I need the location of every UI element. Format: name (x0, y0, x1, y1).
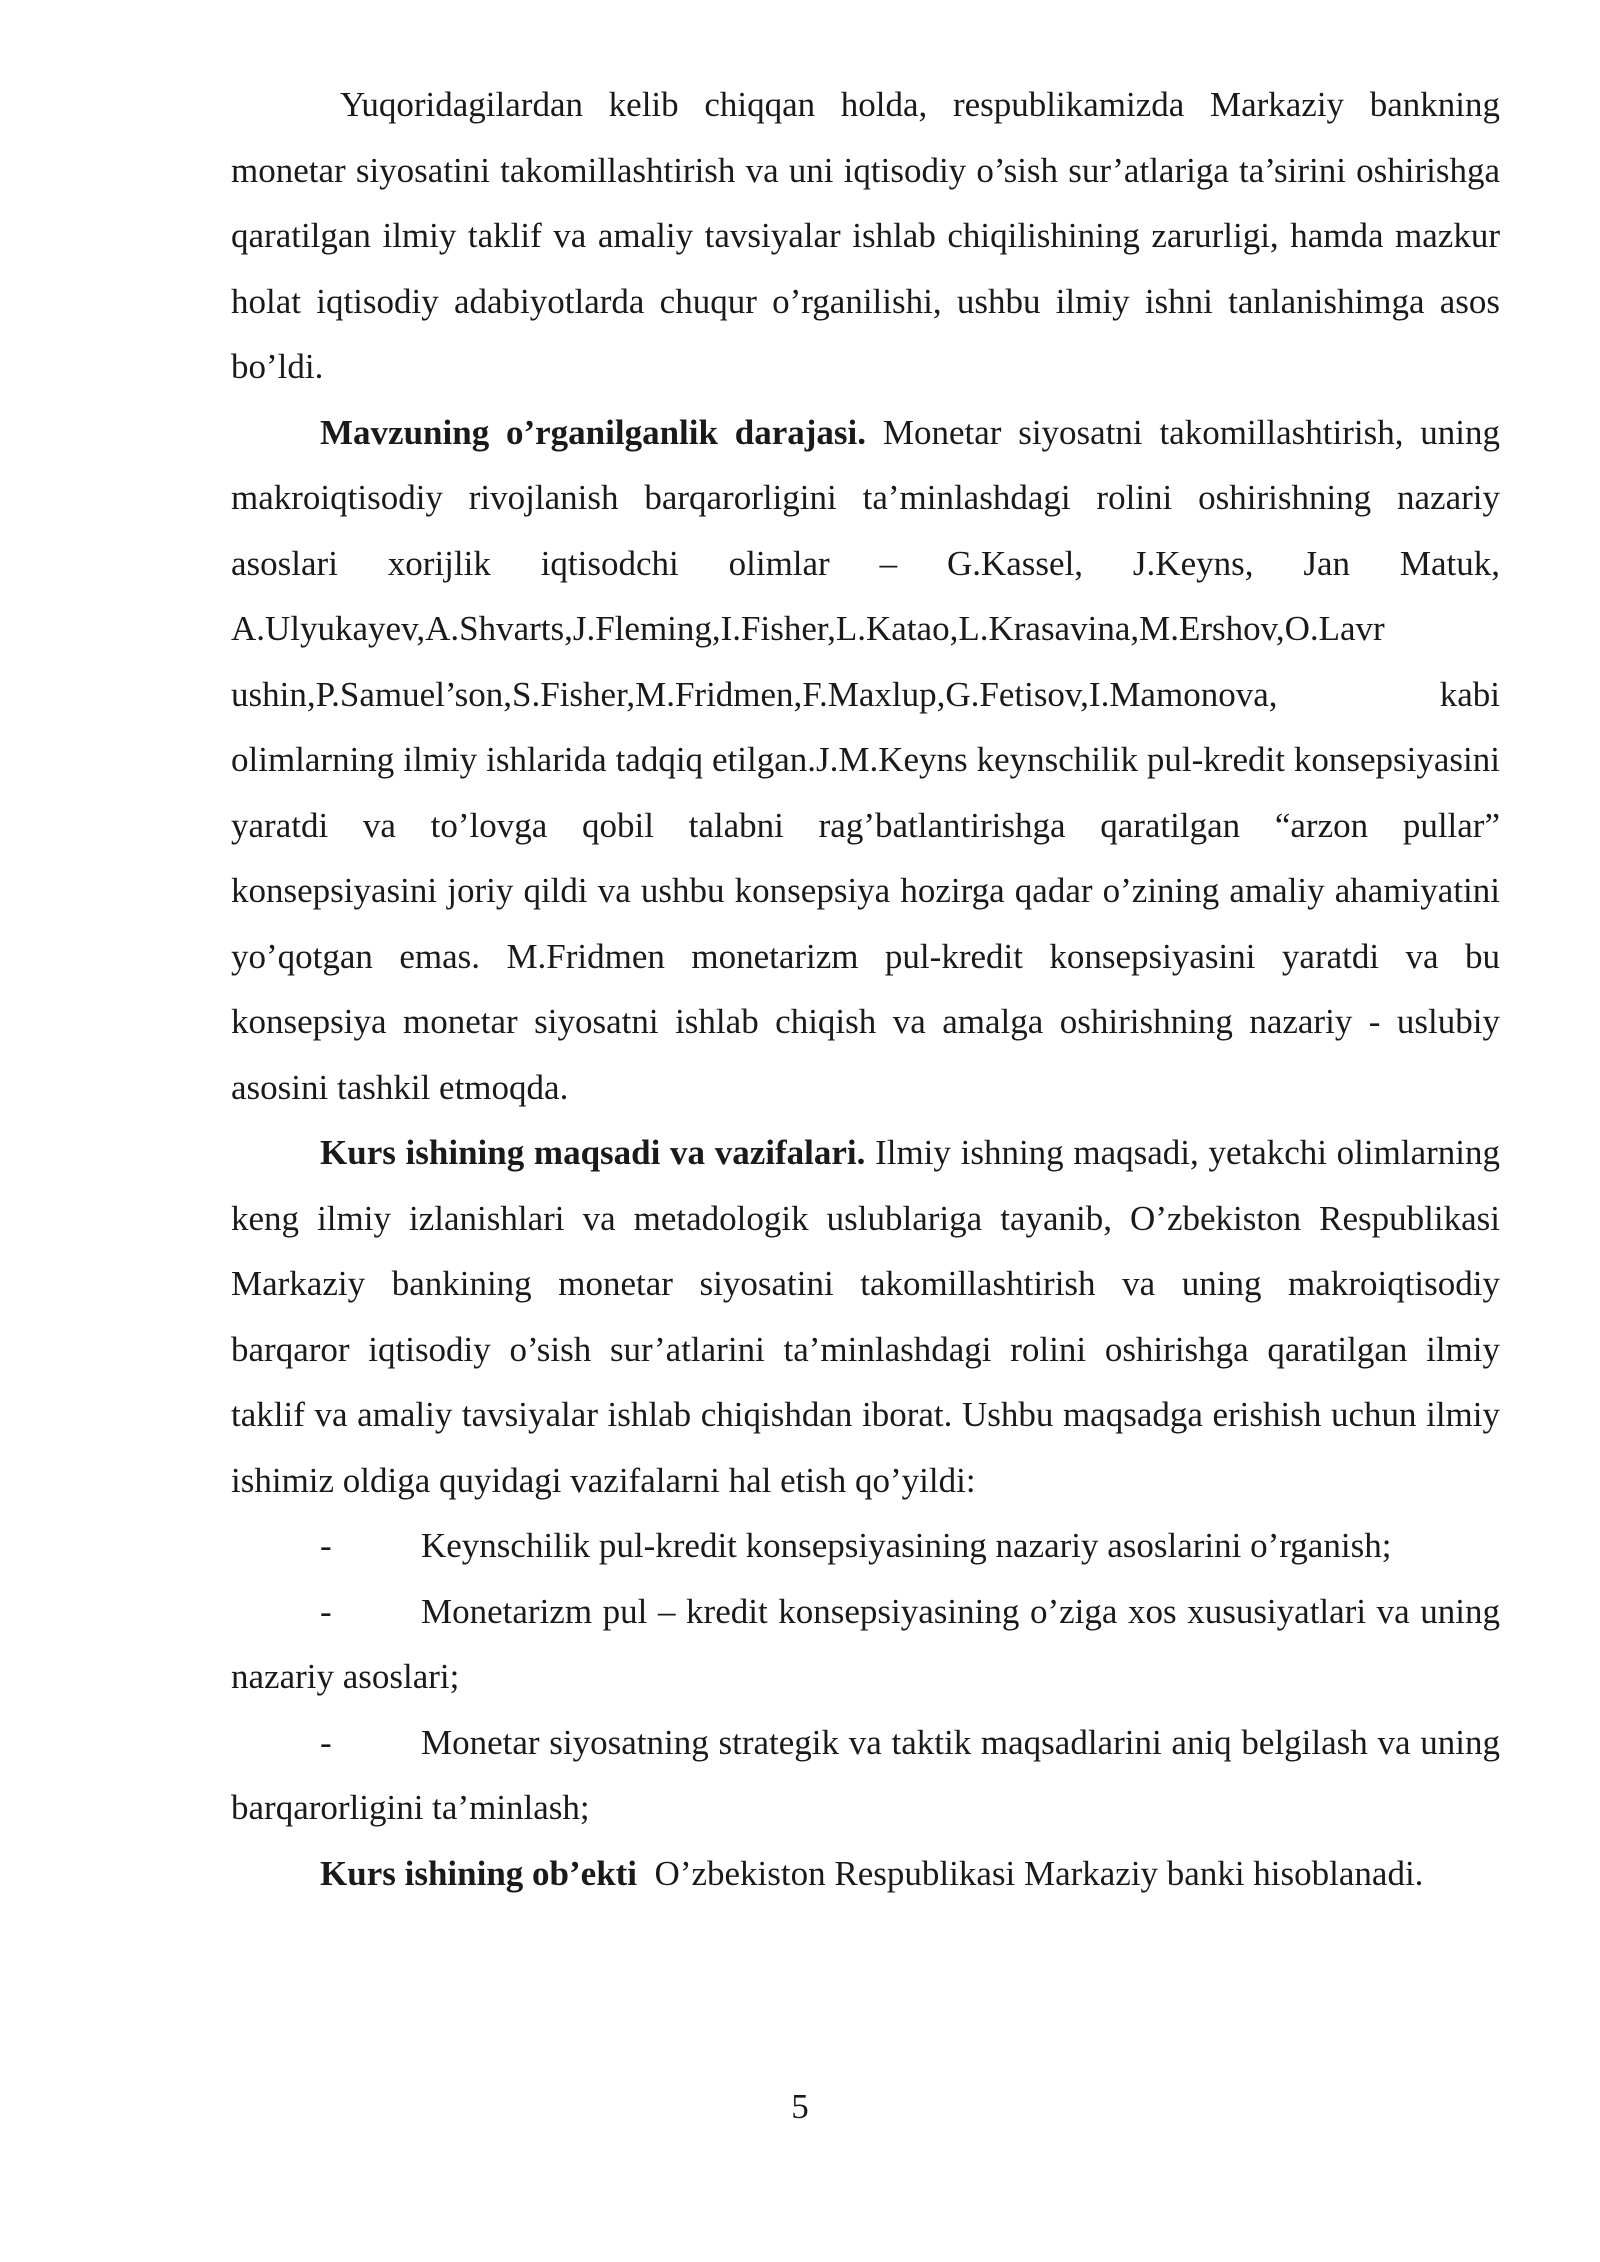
study-level-paragraph (231, 400, 1500, 1121)
intro-paragraph (231, 72, 1500, 400)
page-number: 5 (791, 2087, 809, 2126)
object-paragraph (231, 1841, 1500, 1907)
list-item-text: Keynschilik pul-kredit konsepsiyasining nazariy asoslarini o’rganish; (421, 1526, 1392, 1565)
object-text: O’zbekiston Respublikasi Markaziy banki hisoblanadi. (637, 1853, 1424, 1893)
study-level-heading: Mavzuning o’rganilganlik darajasi. (320, 412, 867, 452)
body-text (231, 72, 1500, 1906)
intro-text: Yuqoridagilardan kelib chiqqan holda, respublikamizda Markaziy bankning monetar siyosatini takomillashtirish va uni iqtisodiy o’sish sur’atlariga ta’sirini oshirishga qaratilgan ilmiy taklif va amaliy tavsiyalar ishlab chiqilishining zarurligi, hamda mazkur holat iqtisodiy adabiyotlarda chuqur o’rganilishi, ushbu ilmiy ishni tanlanishimga asos bo’ldi. (231, 85, 1500, 386)
list-dash: - (320, 1591, 332, 1631)
list-item-text: Monetarizm pul – kredit konsepsiyasining o’ziga xos xususiyatlari va uning nazariy asoslari; (231, 1591, 1500, 1696)
list-item-text: Monetar siyosatning strategik va taktik maqsadlarini aniq belgilash va uning barqarorligini ta’minlash; (231, 1722, 1500, 1827)
list-dash: - (320, 1722, 332, 1762)
goals-text: Ilmiy ishning maqsadi, yetakchi olimlarning keng ilmiy izlanishlari va metadologik uslublariga tayanib, O’zbekiston Respublikasi Markaziy bankining monetar siyosatini takomillashtirish va uning makroiqtisodiy barqaror iqtisodiy o’sish sur’atlarini ta’minlashdagi rolini oshirishga qaratilgan ilmiy taklif va amaliy tavsiyalar ishlab chiqishdan iborat. Ushbu maqsadga erishish uchun ilmiy ishimiz oldiga quyidagi vazifalarni hal etish qo’yildi: (231, 1133, 1500, 1500)
list-dash: - (320, 1526, 332, 1565)
list-item (231, 1513, 1500, 1579)
goals-heading: Kurs ishining maqsadi va vazifalari. (320, 1133, 866, 1172)
object-heading: Kurs ishining ob’ekti (320, 1853, 638, 1893)
goals-paragraph (231, 1120, 1500, 1513)
list-item (231, 1579, 1500, 1710)
study-level-text: Monetar siyosatni takomillashtirish, uning makroiqtisodiy rivojlanish barqarorligini ta’minlashdagi rolini oshirishning nazariy asoslari xorijlik iqtisodchi olimlar – G.Kassel, J.Keyns, Jan Matuk, A.Ulyukayev,A.Shvarts,J.Fleming,I.Fisher,L.Katao,L.Krasavina,M.Ershov,O.Lavr ushin,P.Samuel’son,S.Fisher,M.Fridmen,F.Maxlup,G.Fetisov,I.Mamonova, kabi olimlarning ilmiy ishlarida tadqiq etilgan.J.M.Keyns keynschilik pul-kredit konsepsiyasini yaratdi va to’lovga qobil talabni rag’batlantirishga qaratilgan “arzon pullar” konsepsiyasini joriy qildi va ushbu konsepsiya hozirga qadar o’zining amaliy ahamiyatini yo’qotgan emas. M.Fridmen monetarizm pul-kredit konsepsiyasini yaratdi va bu konsepsiya monetar siyosatni ishlab chiqish va amalga oshirishning nazariy - uslubiy asosini tashkil etmoqda. (231, 412, 1500, 1107)
list-item (231, 1710, 1500, 1841)
